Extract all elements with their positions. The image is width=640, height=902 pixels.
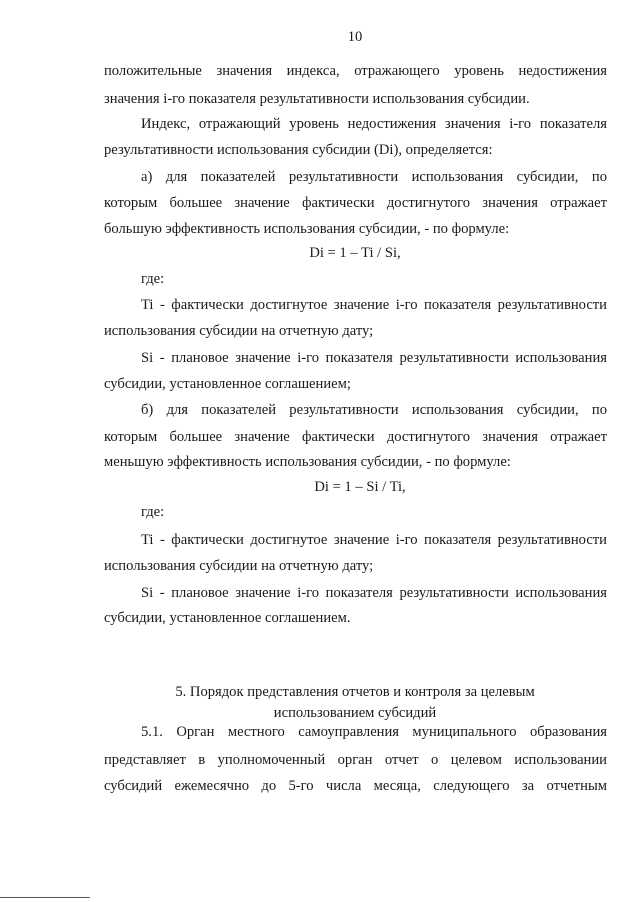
text-line: Индекс, отражающий уровень недостижения значения i-го показателя: [141, 116, 607, 132]
text-line: Ti - фактически достигнутое значение i-го показателя результативности: [141, 532, 607, 548]
text-line: представляет в уполномоченный орган отчет о целевом использовании: [104, 752, 607, 768]
text-line: Ti - фактически достигнутое значение i-го показателя результативности: [141, 297, 607, 313]
text-line: большую эффективность использования субсидии, - по формуле:: [104, 221, 510, 237]
text-line: субсидии, установленное соглашением.: [104, 610, 351, 626]
text-line: 5.1. Орган местного самоуправления муниципального образования: [141, 724, 607, 740]
text-line: которым большее значение фактически достигнутого значения отражает: [104, 429, 607, 445]
text-line: меньшую эффективность использования субсидии, - по формуле:: [104, 454, 511, 470]
page-number: 10: [347, 29, 363, 45]
section-heading: использованием субсидий: [273, 705, 437, 721]
text-line: использования субсидии на отчетную дату;: [104, 323, 374, 339]
text-line: а) для показателей результативности использования субсидии, по: [141, 169, 607, 185]
text-line: субсидий ежемесячно до 5-го числа месяца, следующего за отчетным: [104, 778, 607, 794]
formula: Di = 1 – Si / Ti,: [314, 479, 406, 495]
text-line: результативности использования субсидии (Di), определяется:: [104, 142, 493, 158]
text-line: значения i-го показателя результативности использования субсидии.: [104, 91, 530, 107]
text-line: Si - плановое значение i-го показателя результативности использования: [141, 350, 607, 366]
page-edge-rule: [0, 897, 90, 898]
text-line: где:: [141, 504, 165, 520]
formula: Di = 1 – Ti / Si,: [309, 245, 401, 261]
section-heading: 5. Порядок представления отчетов и контроля за целевым: [175, 684, 535, 700]
text-line: которым большее значение фактически достигнутого значения отражает: [104, 195, 607, 211]
text-line: использования субсидии на отчетную дату;: [104, 558, 374, 574]
text-line: где:: [141, 271, 165, 287]
text-line: положительные значения индекса, отражающего уровень недостижения: [104, 63, 607, 79]
text-line: субсидии, установленное соглашением;: [104, 376, 351, 392]
text-line: б) для показателей результативности использования субсидии, по: [141, 402, 607, 418]
text-line: Si - плановое значение i-го показателя результативности использования: [141, 585, 607, 601]
